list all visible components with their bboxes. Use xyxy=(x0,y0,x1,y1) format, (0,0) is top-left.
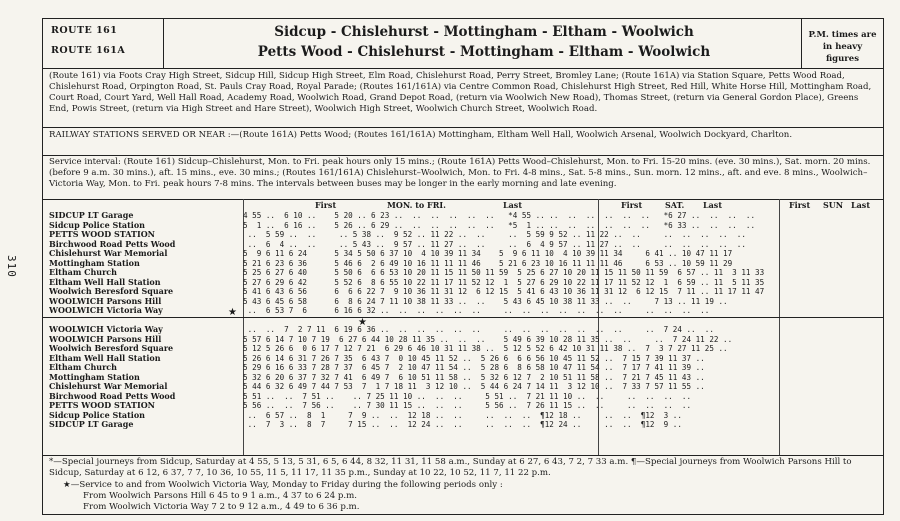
timetable-row: .. 6 57 .. 8 1 7 9 .. .. 12 18 .. .. .. .. .. ¶12 18 .. .. .. ¶12 3 .. xyxy=(243,410,682,420)
outbound-times xyxy=(243,211,879,316)
timetable-row: .. 6 53 7 6 6 16 6 32 .. .. .. .. .. .. .. .. .. .. .. .. .. .. .. .. .. xyxy=(243,306,710,315)
route-titles xyxy=(164,19,804,68)
col-header-monfri: MON. to FRI. xyxy=(387,200,446,210)
station-name: Mottingham Station xyxy=(49,372,140,382)
timetable-row: 5 9 6 11 6 24 5 34 5 50 6 37 10 4 10 39 11 34 5 9 6 11 10 4 10 39 11 34 6 41 .. 10 47 11 17 xyxy=(243,249,733,258)
timetable-row: 5 32 6 20 6 37 7 32 7 41 6 49 7 6 10 51 11 58 .. 5 32 6 12 7 2 10 51 11 58 .. 7 21 7 45 11 43 .. xyxy=(243,372,705,382)
station-name: Sidcup Police Station xyxy=(49,410,145,420)
star-note xyxy=(63,480,863,513)
star-note-line-2: From Woolwich Parsons Hill 6 45 to 9 1 a.m., 4 37 to 6 24 p.m. xyxy=(83,491,358,501)
pm-note-box: P.M. times are in heavy figures xyxy=(801,19,883,68)
route-161-label: ROUTE 161 xyxy=(51,25,118,36)
timetable-row: 5 26 6 14 6 31 7 26 7 35 6 43 7 0 10 45 11 52 .. 5 26 6 6 6 56 10 45 11 52 .. 7 15 7 39 11 37 .. xyxy=(243,353,705,363)
divider xyxy=(43,127,883,128)
timetable-frame xyxy=(42,18,884,515)
col-header-first: First xyxy=(315,200,337,210)
station-name: Mottingham Station xyxy=(49,258,140,268)
star-note-line-1: ★—Service to and from Woolwich Victoria Way, Monday to Friday during the following periods only : xyxy=(63,480,503,490)
col-header-sat-last: Last xyxy=(703,200,723,210)
col-header-last: Last xyxy=(503,200,523,210)
timetable-row: 5 29 6 16 6 33 7 28 7 37 6 45 7 2 10 47 11 54 .. 5 28 6 8 6 58 10 47 11 54 .. 7 17 7 41 11 39 .. xyxy=(243,363,705,372)
star-note-line-3: From Woolwich Victoria Way 7 2 to 9 12 a.m., 4 49 to 6 36 p.m. xyxy=(83,502,360,512)
col-header-sun-last: Last xyxy=(851,200,871,210)
timetable-row: 4 55 .. 6 10 .. 5 20 .. 6 23 .. .. .. .. .. .. *4 55 .. .. .. .. .. .. .. *6 27 .. .. .. .. xyxy=(243,211,756,220)
star-marker: ★ xyxy=(358,317,367,328)
star-note-marker: ★— xyxy=(63,480,80,490)
station-name: SIDCUP LT Garage xyxy=(49,211,134,220)
timetable-row: 5 57 6 14 7 10 7 19 6 27 6 44 10 28 11 35 .. .. .. 5 49 6 39 10 28 11 35 .. .. .. 7 24 11 22 .. xyxy=(243,334,733,344)
header xyxy=(43,19,883,69)
station-name: Woolwich Beresford Square xyxy=(49,344,174,353)
title-161a: Petts Wood - Chislehurst - Mottingham - Eltham - Woolwich xyxy=(257,44,711,60)
page-number: 310 xyxy=(5,255,18,278)
col-header-sun-first: First xyxy=(789,200,811,210)
timetable-row: 5 27 6 29 6 42 5 52 6 8 6 55 10 22 11 17 11 52 12 1 5 27 6 29 10 22 11 17 11 52 12 1 6 59 .. 11 5 11 35 xyxy=(243,277,765,287)
divider xyxy=(43,317,883,318)
station-name: WOOLWICH Victoria Way xyxy=(49,325,163,334)
station-name: WOOLWICH Parsons Hill xyxy=(49,296,162,306)
station-name: Eltham Church xyxy=(49,363,117,372)
timetable-row: .. 6 4 .. .. .. 5 43 .. 9 57 .. 11 27 .. .. .. 6 4 9 57 .. 11 27 .. .. .. .. .. .. .. xyxy=(243,239,746,249)
station-name: Chislehurst War Memorial xyxy=(49,382,168,391)
timetable-row: 5 51 .. .. 7 51 .. .. 7 25 11 10 .. .. .. 5 51 .. 7 21 11 10 .. .. .. .. .. .. xyxy=(243,391,692,401)
station-name: Sidcup Police Station xyxy=(49,220,145,230)
col-header-sat: SAT. xyxy=(665,200,685,210)
timetable-row: .. 5 59 .. .. .. 5 38 .. 9 52 .. 11 22 .. .. .. 5 59 9 52 .. 11 22 .. .. .. .. .. .. .. xyxy=(243,230,746,239)
station-name: PETTS WOOD STATION xyxy=(49,230,155,239)
timetable-row: 5 41 6 43 6 56 6 6 6 22 7 9 10 36 11 31 12 6 12 15 5 41 6 43 10 36 11 31 12 6 12 15 7 11 .. 11 17 11 47 xyxy=(243,287,765,296)
special-journeys-note: *—Special journeys from Sidcup, Saturday at 4 55, 5 13, 5 31, 6 5, 6 44, 8 32, 11 31, 11 58 a.m., Sunday at 6 27, 6 43, 7 2, 7 33 a.m. ¶—Special journeys from Woolwich Parsons Hill to Sidcup, Saturday at 6 12, 6 37, 7 7, 10 36, 10 55, 11 5, 11 17, 11 35 p.m., Sunday at 10 22, 10 52, 11 7, 11 22 p.m. xyxy=(49,457,852,478)
route-161a-label: ROUTE 161A xyxy=(51,45,126,56)
station-name: Woolwich Beresford Square xyxy=(49,287,174,296)
station-name: Eltham Well Hall Station xyxy=(49,277,161,287)
station-name: Birchwood Road Petts Wood xyxy=(49,239,176,249)
title-161: Sidcup - Chislehurst - Mottingham - Eltham - Woolwich xyxy=(274,24,694,40)
station-name: SIDCUP LT Garage xyxy=(49,420,134,429)
station-name: PETTS WOOD STATION xyxy=(49,401,155,410)
star-marker: ★ xyxy=(228,307,237,318)
station-name: Eltham Church xyxy=(49,268,117,277)
col-header-sun: SUN xyxy=(823,200,844,210)
timetable-row: .. 7 3 .. 8 7 7 15 .. .. 12 24 .. .. .. .. .. ¶12 24 .. .. .. ¶12 9 .. xyxy=(243,420,682,429)
railway-stations: RAILWAY STATIONS SERVED OR NEAR :—(Route 161A) Petts Wood; (Routes 161/161A) Mottingham, Eltham Well Hall, Woolwich Arsenal, Woolwich Dockyard, Charlton. xyxy=(49,130,793,140)
divider xyxy=(43,455,883,456)
route-description: (Route 161) via Foots Cray High Street, Sidcup Hill, Sidcup High Street, Elm Road, Chislehurst Road, Perry Street, Bromley Lane; (Route 161A) via Station Square, Petts Wood Road, Chislehurst Road, Orpington Road, St. Pauls Cray Road, Royal Parade; (Routes 161/161A) via Centre Common Road, Chislehurst High Street, Red Hill, White Horse Hill, Mottingham Road, Court Road, Court Yard, Well Hall Road, Academy Road, Woolwich Road, Grand Depot Road, (return via Woolwich New Road), Thomas Street, (return via General Gordon Place), Greens End, Powis Street, (return via High Street and Hare Street), Woolwich High Street, Woolwich Church Street, Woolwich Road. xyxy=(49,71,872,114)
timetable-row: 5 25 6 27 6 40 5 50 6 6 6 53 10 20 11 15 11 50 11 59 5 25 6 27 10 20 11 15 11 50 11 59 6 57 .. 11 3 11 33 xyxy=(243,268,765,277)
station-name: WOOLWICH Victoria Way xyxy=(49,306,163,315)
divider xyxy=(43,199,883,200)
service-interval: Service interval: (Route 161) Sidcup–Chislehurst, Mon. to Fri. peak hours only 15 mins.; (Route 161A) Petts Wood–Chislehurst, Mon. to Fri. 15-20 mins. (eve. 30 mins.), Sat. morn. 20 mins. (before 9 a.m. 30 mins.), aft. 15 mins., eve. 30 mins.; (Routes 161/161A) Chislehurst–Woolwich, Mon. to Fri. 4-8 mins., Sat. 5-8 mins., Sun. morn. 12 mins., aft. and eve. 8 mins., Woolwich–Victoria Way, Mon. to Fri. peak hours 7-8 mins. The intervals between buses may be longer in the early morning and late evening. xyxy=(49,157,871,189)
timetable-row: 5 44 6 32 6 49 7 44 7 53 7 1 7 18 11 3 12 10 .. 5 44 6 24 7 14 11 3 12 10 .. 7 33 7 57 11 55 .. xyxy=(243,382,705,391)
timetable-row: .. .. 7 2 7 11 6 19 6 36 .. .. .. .. .. .. .. .. .. .. .. .. .. .. 7 24 .. .. xyxy=(243,325,714,334)
route-box xyxy=(43,19,164,68)
timetable-row: 5 12 5 26 6 0 6 17 7 12 7 21 6 29 6 46 10 31 11 38 .. 5 12 5 52 6 42 10 31 11 38 .. 7 3 7 27 11 25 .. xyxy=(243,344,728,353)
timetable-row: 5 56 .. .. 7 56 .. .. 7 30 11 15 .. .. .. 5 56 .. 7 26 11 15 .. .. .. .. .. .. xyxy=(243,401,692,410)
station-name: Chislehurst War Memorial xyxy=(49,249,168,258)
inbound-times xyxy=(243,325,879,430)
divider xyxy=(43,155,883,156)
station-name: Birchwood Road Petts Wood xyxy=(49,391,176,401)
col-header-sat-first: First xyxy=(621,200,643,210)
station-name: Eltham Well Hall Station xyxy=(49,353,161,363)
timetable xyxy=(43,199,883,455)
timetable-row: 5 1 .. 6 16 .. 5 26 .. 6 29 .. .. .. .. .. .. *5 1 .. .. .. .. .. .. .. *6 33 .. .. .. .. xyxy=(243,220,756,230)
timetable-row: 5 43 6 45 6 58 6 8 6 24 7 11 10 38 11 33 .. .. 5 43 6 45 10 38 11 33 .. .. 7 13 .. 11 19 .. xyxy=(243,296,728,306)
station-name: WOOLWICH Parsons Hill xyxy=(49,334,162,344)
timetable-row: 5 21 6 23 6 36 5 46 6 2 6 49 10 16 11 11 11 46 5 21 6 23 10 16 11 11 11 46 6 53 .. 10 59 11 29 xyxy=(243,258,733,268)
